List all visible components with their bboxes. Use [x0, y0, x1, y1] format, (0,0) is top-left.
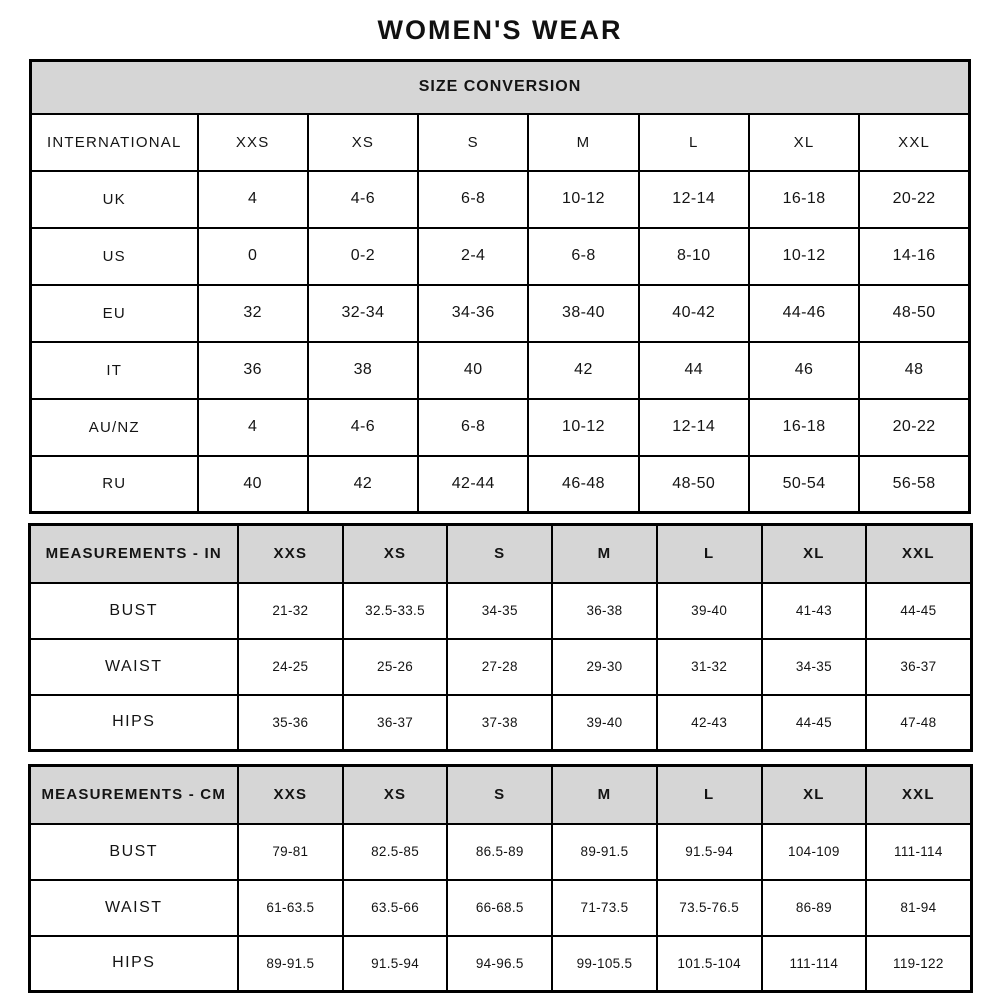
table-row-bust	[29, 583, 971, 639]
header-xs: XS	[308, 114, 418, 171]
measurement-value-cell: 34-35	[447, 583, 552, 639]
size-value-cell: 42	[308, 456, 418, 513]
measurement-value-cell: 24-25	[238, 639, 343, 695]
row-label: RU	[31, 456, 198, 513]
size-conversion-table	[29, 59, 971, 514]
measurement-value-cell: 39-40	[657, 583, 762, 639]
header-m: M	[528, 114, 638, 171]
measurement-value-cell: 21-32	[238, 583, 343, 639]
size-value-cell: 16-18	[749, 171, 859, 228]
measurement-value-cell: 27-28	[447, 639, 552, 695]
header-xl: XL	[749, 114, 859, 171]
size-value-cell: 34-36	[418, 285, 528, 342]
header-s: S	[447, 525, 552, 583]
measurement-value-cell: 86-89	[762, 880, 867, 936]
size-value-cell: 16-18	[749, 399, 859, 456]
size-value-cell: 6-8	[528, 228, 638, 285]
size-value-cell: 56-58	[859, 456, 969, 513]
row-label: EU	[31, 285, 198, 342]
measurement-value-cell: 111-114	[866, 824, 971, 880]
row-label: HIPS	[29, 936, 238, 992]
table-header-row	[29, 766, 971, 824]
size-value-cell: 36	[198, 342, 308, 399]
measurement-value-cell: 39-40	[552, 695, 657, 751]
measurement-value-cell: 44-45	[762, 695, 867, 751]
table-row-it	[31, 342, 970, 399]
size-value-cell: 20-22	[859, 171, 969, 228]
measurement-value-cell: 37-38	[447, 695, 552, 751]
table-header-row	[29, 525, 971, 583]
header-m: M	[552, 766, 657, 824]
measurements-cm-title: MEASUREMENTS - CM	[29, 766, 238, 824]
row-label: US	[31, 228, 198, 285]
measurement-value-cell: 63.5-66	[343, 880, 448, 936]
measurement-value-cell: 101.5-104	[657, 936, 762, 992]
measurement-value-cell: 36-38	[552, 583, 657, 639]
size-value-cell: 4	[198, 171, 308, 228]
size-value-cell: 42	[528, 342, 638, 399]
table-row-us	[31, 228, 970, 285]
measurement-value-cell: 61-63.5	[238, 880, 343, 936]
size-value-cell: 8-10	[639, 228, 749, 285]
measurement-value-cell: 91.5-94	[343, 936, 448, 992]
table-row-eu	[31, 285, 970, 342]
header-xxs: XXS	[198, 114, 308, 171]
measurements-in-title: MEASUREMENTS - IN	[29, 525, 238, 583]
size-value-cell: 44	[639, 342, 749, 399]
page-title: WOMEN'S WEAR	[377, 15, 623, 45]
size-value-cell: 32	[198, 285, 308, 342]
header-m: M	[552, 525, 657, 583]
measurement-value-cell: 89-91.5	[238, 936, 343, 992]
size-value-cell: 38	[308, 342, 418, 399]
measurement-value-cell: 104-109	[762, 824, 867, 880]
measurement-value-cell: 111-114	[762, 936, 867, 992]
size-value-cell: 44-46	[749, 285, 859, 342]
table-row	[31, 61, 970, 114]
size-value-cell: 4-6	[308, 399, 418, 456]
size-value-cell: 40	[198, 456, 308, 513]
measurement-value-cell: 94-96.5	[447, 936, 552, 992]
measurement-value-cell: 81-94	[866, 880, 971, 936]
size-value-cell: 6-8	[418, 399, 528, 456]
size-value-cell: 0-2	[308, 228, 418, 285]
row-label: AU/NZ	[31, 399, 198, 456]
table-row-bust	[29, 824, 971, 880]
row-label: HIPS	[29, 695, 238, 751]
header-xs: XS	[343, 525, 448, 583]
measurement-value-cell: 36-37	[866, 639, 971, 695]
table-row-hips	[29, 936, 971, 992]
header-s: S	[447, 766, 552, 824]
measurement-value-cell: 66-68.5	[447, 880, 552, 936]
size-value-cell: 20-22	[859, 399, 969, 456]
size-conversion-banner: SIZE CONVERSION	[31, 61, 970, 114]
header-xxl: XXL	[866, 766, 971, 824]
row-label: IT	[31, 342, 198, 399]
table-row-aunz	[31, 399, 970, 456]
measurement-value-cell: 47-48	[866, 695, 971, 751]
measurement-value-cell: 42-43	[657, 695, 762, 751]
size-value-cell: 10-12	[528, 399, 638, 456]
measurement-value-cell: 29-30	[552, 639, 657, 695]
header-l: L	[639, 114, 749, 171]
measurement-value-cell: 79-81	[238, 824, 343, 880]
size-value-cell: 4	[198, 399, 308, 456]
row-label: WAIST	[29, 880, 238, 936]
size-value-cell: 2-4	[418, 228, 528, 285]
measurement-value-cell: 91.5-94	[657, 824, 762, 880]
measurement-value-cell: 86.5-89	[447, 824, 552, 880]
size-value-cell: 38-40	[528, 285, 638, 342]
table-row-ru	[31, 456, 970, 513]
header-xl: XL	[762, 766, 867, 824]
header-l: L	[657, 525, 762, 583]
measurement-value-cell: 71-73.5	[552, 880, 657, 936]
measurement-value-cell: 36-37	[343, 695, 448, 751]
row-label: BUST	[29, 824, 238, 880]
measurement-value-cell: 25-26	[343, 639, 448, 695]
size-value-cell: 40	[418, 342, 528, 399]
header-international: INTERNATIONAL	[31, 114, 198, 171]
measurements-cm-table	[28, 764, 973, 993]
table-header-row	[31, 114, 970, 171]
header-l: L	[657, 766, 762, 824]
table-row-uk	[31, 171, 970, 228]
measurement-value-cell: 44-45	[866, 583, 971, 639]
measurement-value-cell: 99-105.5	[552, 936, 657, 992]
size-value-cell: 40-42	[639, 285, 749, 342]
size-value-cell: 4-6	[308, 171, 418, 228]
measurement-value-cell: 73.5-76.5	[657, 880, 762, 936]
measurement-value-cell: 35-36	[238, 695, 343, 751]
header-xs: XS	[343, 766, 448, 824]
size-value-cell: 50-54	[749, 456, 859, 513]
size-value-cell: 12-14	[639, 171, 749, 228]
size-value-cell: 12-14	[639, 399, 749, 456]
size-value-cell: 10-12	[528, 171, 638, 228]
measurement-value-cell: 31-32	[657, 639, 762, 695]
size-value-cell: 0	[198, 228, 308, 285]
header-xl: XL	[762, 525, 867, 583]
header-xxs: XXS	[238, 525, 343, 583]
size-value-cell: 6-8	[418, 171, 528, 228]
size-value-cell: 14-16	[859, 228, 969, 285]
measurement-value-cell: 34-35	[762, 639, 867, 695]
size-value-cell: 42-44	[418, 456, 528, 513]
measurement-value-cell: 89-91.5	[552, 824, 657, 880]
header-xxl: XXL	[866, 525, 971, 583]
measurement-value-cell: 119-122	[866, 936, 971, 992]
row-label: WAIST	[29, 639, 238, 695]
table-row-waist	[29, 639, 971, 695]
size-value-cell: 46	[749, 342, 859, 399]
size-value-cell: 46-48	[528, 456, 638, 513]
header-s: S	[418, 114, 528, 171]
size-value-cell: 48	[859, 342, 969, 399]
row-label: UK	[31, 171, 198, 228]
size-value-cell: 48-50	[859, 285, 969, 342]
size-value-cell: 32-34	[308, 285, 418, 342]
header-xxs: XXS	[238, 766, 343, 824]
measurement-value-cell: 32.5-33.5	[343, 583, 448, 639]
size-value-cell: 10-12	[749, 228, 859, 285]
measurement-value-cell: 82.5-85	[343, 824, 448, 880]
table-row-waist	[29, 880, 971, 936]
size-value-cell: 48-50	[639, 456, 749, 513]
table-row-hips	[29, 695, 971, 751]
row-label: BUST	[29, 583, 238, 639]
measurements-in-table	[28, 523, 973, 752]
measurement-value-cell: 41-43	[762, 583, 867, 639]
header-xxl: XXL	[859, 114, 969, 171]
